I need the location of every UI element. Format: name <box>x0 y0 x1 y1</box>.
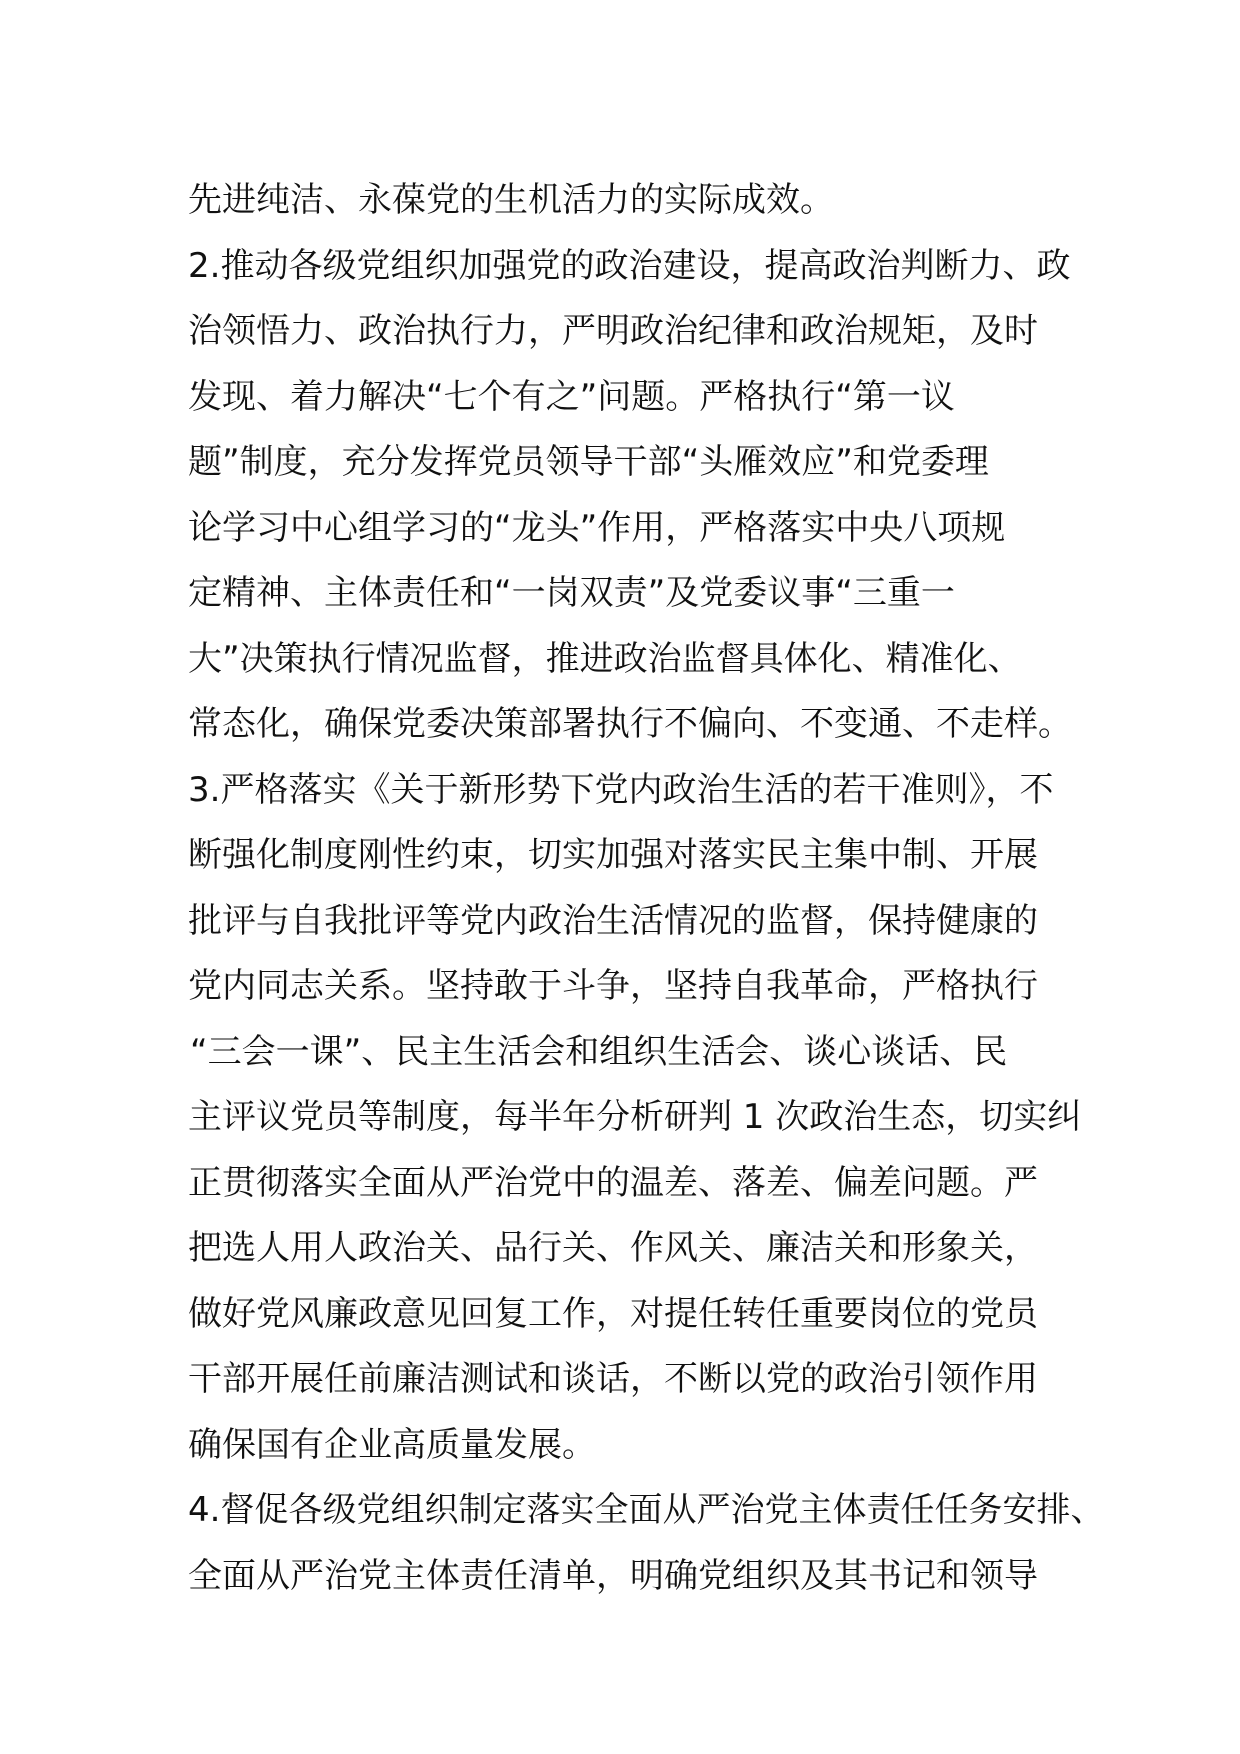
text-line: 常态化，确保党委决策部署执行不偏向、不变通、不走样。 <box>188 704 1072 744</box>
text-line: 3.严格落实《关于新形势下党内政治生活的若干准则》，不 <box>188 769 1054 810</box>
text-line: 确保国有企业高质量发展。 <box>188 1424 596 1465</box>
text-line: 定精神、主体责任和“一岗双责”及党委议事“三重一 <box>188 573 955 613</box>
text-line: 全面从严治党主体责任清单，明确党组织及其书记和领导 <box>188 1555 1038 1596</box>
text-line: 大”决策执行情况监督，推进政治监督具体化、精准化、 <box>188 638 1022 679</box>
text-line: 题”制度，充分发挥党员领导干部“头雁效应”和党委理 <box>188 442 989 482</box>
document-body <box>188 168 1105 1609</box>
text-line: 正贯彻落实全面从严治党中的温差、落差、偏差问题。严 <box>188 1162 1038 1203</box>
text-line: 批评与自我批评等党内政治生活情况的监督，保持健康的 <box>188 900 1038 941</box>
text-line: 干部开展任前廉洁测试和谈话，不断以党的政治引领作用 <box>188 1359 1038 1399</box>
text-line: “三会一课”、民主生活会和组织生活会、谈心谈话、民 <box>190 1031 1008 1072</box>
text-line: 断强化制度刚性约束，切实加强对落实民主集中制、开展 <box>188 835 1038 875</box>
text-line: 2.推动各级党组织加强党的政治建设，提高政治判断力、政 <box>188 245 1071 286</box>
text-line: 发现、着力解决“七个有之”问题。严格执行“第一议 <box>188 376 955 417</box>
text-line: 先进纯洁、永葆党的生机活力的实际成效。 <box>188 180 834 220</box>
text-line: 把选人用人政治关、品行关、作风关、廉洁关和形象关， <box>188 1228 1038 1268</box>
text-line: 党内同志关系。坚持敢于斗争，坚持自我革命，严格执行 <box>188 966 1038 1006</box>
text-line: 做好党风廉政意见回复工作，对提任转任重要岗位的党员 <box>188 1293 1038 1334</box>
text-line: 治领悟力、政治执行力，严明政治纪律和政治规矩，及时 <box>188 311 1038 351</box>
text-line: 4.督促各级党组织制定落实全面从严治党主体责任任务安排、 <box>188 1490 1105 1530</box>
text-line: 主评议党员等制度，每半年分析研判 1 次政治生态，切实纠 <box>188 1097 1082 1137</box>
text-line: 论学习中心组学习的“龙头”作用，严格落实中央八项规 <box>188 507 1006 548</box>
